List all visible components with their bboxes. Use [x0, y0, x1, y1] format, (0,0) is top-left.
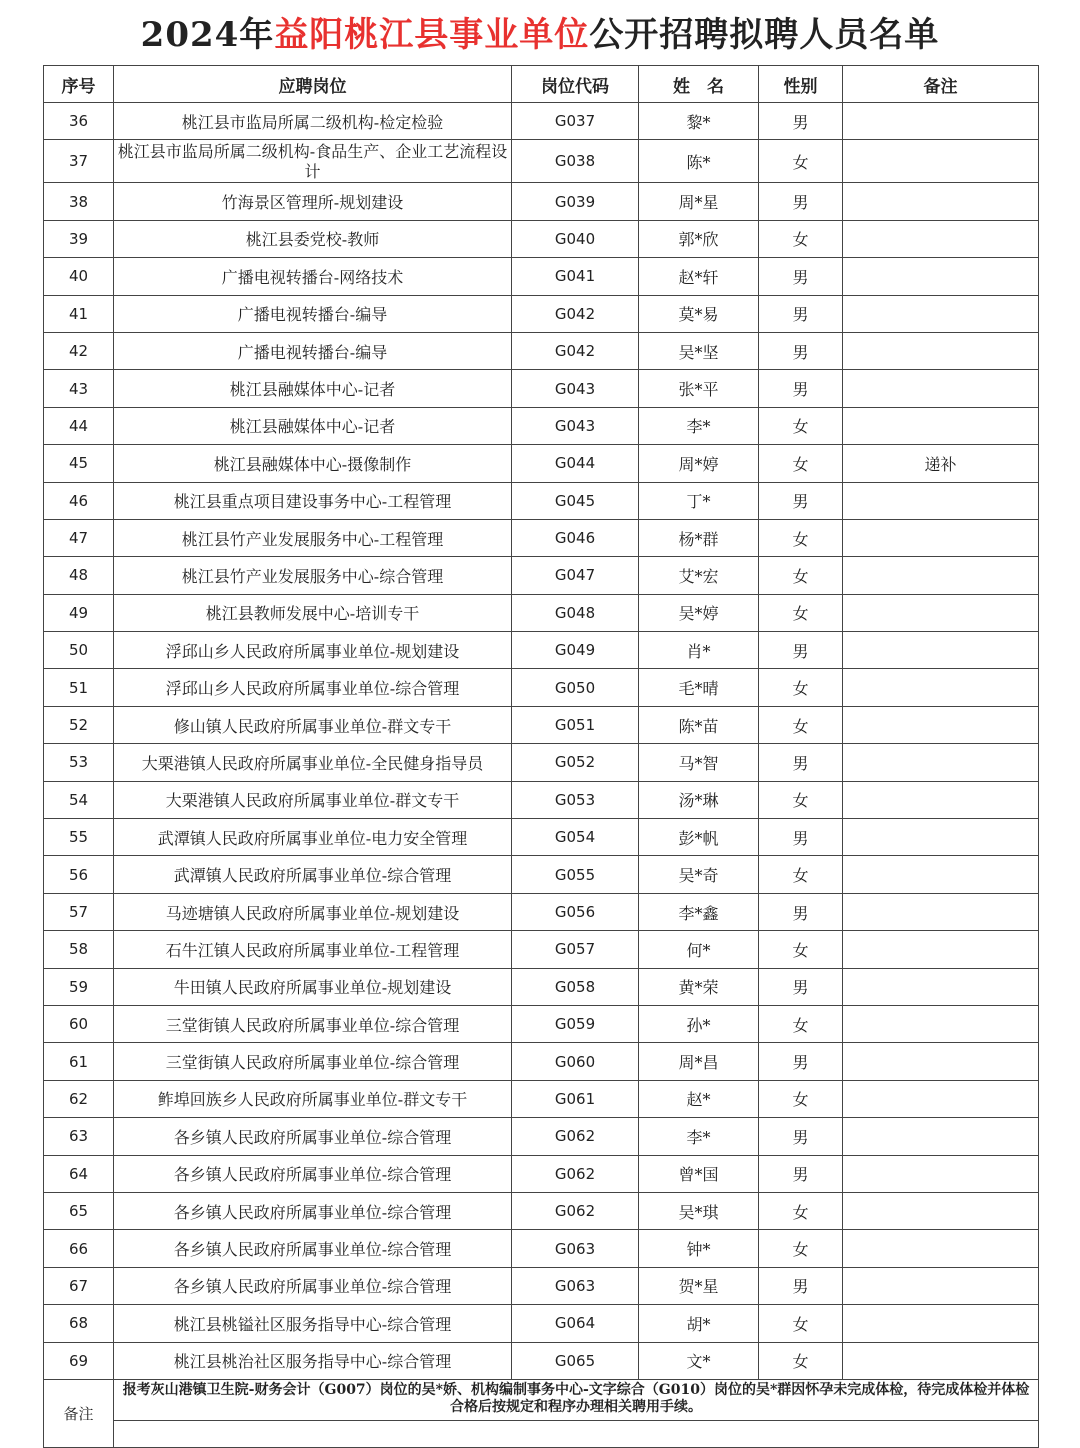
table-row — [44, 893, 1039, 930]
cell-code: G057 — [512, 931, 639, 968]
cell-code: G055 — [512, 856, 639, 893]
recruitment-table — [43, 65, 1039, 1448]
cell-name: 李* — [639, 1118, 759, 1155]
cell-gender: 女 — [759, 407, 843, 444]
table-row — [44, 1230, 1039, 1267]
cell-no: 44 — [44, 407, 114, 444]
cell-gender: 女 — [759, 1305, 843, 1342]
cell-name: 李*鑫 — [639, 893, 759, 930]
cell-remark — [843, 183, 1039, 220]
cell-name: 周*婷 — [639, 445, 759, 482]
cell-name: 何* — [639, 931, 759, 968]
cell-code: G049 — [512, 632, 639, 669]
cell-code: G042 — [512, 295, 639, 332]
cell-remark — [843, 1043, 1039, 1080]
cell-remark — [843, 295, 1039, 332]
cell-name: 张*平 — [639, 370, 759, 407]
cell-code: G050 — [512, 669, 639, 706]
cell-no: 42 — [44, 332, 114, 369]
cell-gender: 男 — [759, 968, 843, 1005]
cell-code: G062 — [512, 1118, 639, 1155]
cell-no: 38 — [44, 183, 114, 220]
cell-position: 桃江县竹产业发展服务中心-工程管理 — [114, 519, 512, 556]
title-prefix: 2024年 — [140, 15, 275, 55]
cell-name: 周*星 — [639, 183, 759, 220]
cell-code: G039 — [512, 183, 639, 220]
table-row — [44, 407, 1039, 444]
cell-remark — [843, 706, 1039, 743]
cell-no: 63 — [44, 1118, 114, 1155]
cell-position: 三堂街镇人民政府所属事业单位-综合管理 — [114, 1043, 512, 1080]
cell-position: 桃江县重点项目建设事务中心-工程管理 — [114, 482, 512, 519]
cell-position: 各乡镇人民政府所属事业单位-综合管理 — [114, 1155, 512, 1192]
cell-remark — [843, 370, 1039, 407]
cell-code: G043 — [512, 370, 639, 407]
cell-remark — [843, 968, 1039, 1005]
cell-remark — [843, 669, 1039, 706]
table-row — [44, 1192, 1039, 1229]
cell-name: 陈*苗 — [639, 706, 759, 743]
cell-remark — [843, 1342, 1039, 1379]
table-row — [44, 295, 1039, 332]
cell-no: 67 — [44, 1267, 114, 1304]
footnote-blank-row — [44, 1420, 1039, 1447]
cell-code: G063 — [512, 1267, 639, 1304]
table-row — [44, 931, 1039, 968]
cell-remark — [843, 1192, 1039, 1229]
cell-remark — [843, 220, 1039, 257]
cell-no: 52 — [44, 706, 114, 743]
cell-remark — [843, 407, 1039, 444]
table-row — [44, 1342, 1039, 1379]
cell-gender: 男 — [759, 744, 843, 781]
cell-no: 64 — [44, 1155, 114, 1192]
cell-gender: 女 — [759, 669, 843, 706]
cell-code: G045 — [512, 482, 639, 519]
cell-name: 吴*婷 — [639, 594, 759, 631]
cell-position: 牛田镇人民政府所属事业单位-规划建设 — [114, 968, 512, 1005]
header-gender: 性别 — [759, 66, 843, 103]
cell-gender: 女 — [759, 445, 843, 482]
cell-remark — [843, 931, 1039, 968]
cell-gender: 男 — [759, 295, 843, 332]
cell-remark — [843, 1267, 1039, 1304]
cell-no: 69 — [44, 1342, 114, 1379]
cell-name: 丁* — [639, 482, 759, 519]
cell-remark — [843, 1305, 1039, 1342]
cell-position: 修山镇人民政府所属事业单位-群文专干 — [114, 706, 512, 743]
cell-name: 陈* — [639, 140, 759, 183]
cell-no: 50 — [44, 632, 114, 669]
cell-no: 37 — [44, 140, 114, 183]
cell-remark — [843, 819, 1039, 856]
header-code: 岗位代码 — [512, 66, 639, 103]
table-body — [44, 103, 1039, 1380]
table-row — [44, 968, 1039, 1005]
table-row — [44, 1118, 1039, 1155]
cell-gender: 男 — [759, 482, 843, 519]
cell-name: 吴*奇 — [639, 856, 759, 893]
cell-position: 鲊埠回族乡人民政府所属事业单位-群文专干 — [114, 1080, 512, 1117]
footnote-text: 报考灰山港镇卫生院-财务会计（G007）岗位的吴*娇、机构编制事务中心-文字综合（G010）岗位的吴*群因怀孕未完成体检，待完成体检并体检合格后按规定和程序办理相关聘用手续。 — [114, 1379, 1039, 1420]
cell-no: 57 — [44, 893, 114, 930]
cell-name: 莫*易 — [639, 295, 759, 332]
cell-position: 桃江县委党校-教师 — [114, 220, 512, 257]
cell-position: 武潭镇人民政府所属事业单位-综合管理 — [114, 856, 512, 893]
cell-code: G053 — [512, 781, 639, 818]
cell-position: 桃江县融媒体中心-记者 — [114, 407, 512, 444]
cell-name: 郭*欣 — [639, 220, 759, 257]
cell-remark — [843, 557, 1039, 594]
table-row — [44, 1080, 1039, 1117]
cell-position: 桃江县市监局所属二级机构-食品生产、企业工艺流程设计 — [114, 140, 512, 183]
cell-no: 58 — [44, 931, 114, 968]
table-row — [44, 445, 1039, 482]
table-row — [44, 183, 1039, 220]
footnote-label: 备注 — [44, 1379, 114, 1447]
cell-position: 桃江县教师发展中心-培训专干 — [114, 594, 512, 631]
cell-no: 53 — [44, 744, 114, 781]
cell-code: G051 — [512, 706, 639, 743]
cell-position: 竹海景区管理所-规划建设 — [114, 183, 512, 220]
cell-name: 周*昌 — [639, 1043, 759, 1080]
cell-code: G041 — [512, 258, 639, 295]
cell-position: 桃江县融媒体中心-摄像制作 — [114, 445, 512, 482]
cell-code: G056 — [512, 893, 639, 930]
cell-no: 45 — [44, 445, 114, 482]
cell-gender: 男 — [759, 1267, 843, 1304]
cell-position: 武潭镇人民政府所属事业单位-电力安全管理 — [114, 819, 512, 856]
cell-remark: 递补 — [843, 445, 1039, 482]
cell-gender: 男 — [759, 258, 843, 295]
cell-name: 杨*群 — [639, 519, 759, 556]
cell-no: 51 — [44, 669, 114, 706]
cell-no: 41 — [44, 295, 114, 332]
cell-position: 各乡镇人民政府所属事业单位-综合管理 — [114, 1267, 512, 1304]
cell-no: 36 — [44, 103, 114, 140]
cell-remark — [843, 1005, 1039, 1042]
cell-gender: 女 — [759, 781, 843, 818]
cell-no: 49 — [44, 594, 114, 631]
cell-code: G061 — [512, 1080, 639, 1117]
table-row — [44, 594, 1039, 631]
cell-gender: 男 — [759, 183, 843, 220]
cell-name: 曾*国 — [639, 1155, 759, 1192]
table-row — [44, 103, 1039, 140]
title-suffix: 公开招聘拟聘人员名单 — [589, 15, 940, 55]
cell-gender: 男 — [759, 370, 843, 407]
cell-no: 68 — [44, 1305, 114, 1342]
table-row — [44, 781, 1039, 818]
cell-gender: 男 — [759, 1155, 843, 1192]
cell-position: 各乡镇人民政府所属事业单位-综合管理 — [114, 1230, 512, 1267]
table-row — [44, 669, 1039, 706]
cell-no: 61 — [44, 1043, 114, 1080]
cell-remark — [843, 1080, 1039, 1117]
cell-position: 浮邱山乡人民政府所属事业单位-规划建设 — [114, 632, 512, 669]
cell-code: G059 — [512, 1005, 639, 1042]
cell-name: 赵*轩 — [639, 258, 759, 295]
cell-position: 马迹塘镇人民政府所属事业单位-规划建设 — [114, 893, 512, 930]
cell-code: G064 — [512, 1305, 639, 1342]
cell-code: G063 — [512, 1230, 639, 1267]
cell-code: G058 — [512, 968, 639, 1005]
cell-position: 各乡镇人民政府所属事业单位-综合管理 — [114, 1118, 512, 1155]
cell-position: 大栗港镇人民政府所属事业单位-群文专干 — [114, 781, 512, 818]
cell-gender: 男 — [759, 632, 843, 669]
header-position: 应聘岗位 — [114, 66, 512, 103]
cell-remark — [843, 1230, 1039, 1267]
cell-remark — [843, 482, 1039, 519]
table-row — [44, 220, 1039, 257]
cell-name: 文* — [639, 1342, 759, 1379]
cell-no: 60 — [44, 1005, 114, 1042]
table-row — [44, 1305, 1039, 1342]
cell-code: G048 — [512, 594, 639, 631]
cell-no: 66 — [44, 1230, 114, 1267]
cell-name: 肖* — [639, 632, 759, 669]
cell-code: G043 — [512, 407, 639, 444]
table-row — [44, 856, 1039, 893]
table-row — [44, 482, 1039, 519]
cell-code: G054 — [512, 819, 639, 856]
cell-gender: 女 — [759, 519, 843, 556]
cell-code: G037 — [512, 103, 639, 140]
cell-gender: 女 — [759, 1192, 843, 1229]
cell-gender: 女 — [759, 220, 843, 257]
cell-name: 赵* — [639, 1080, 759, 1117]
table-row — [44, 1155, 1039, 1192]
cell-position: 桃江县竹产业发展服务中心-综合管理 — [114, 557, 512, 594]
header-name: 姓 名 — [639, 66, 759, 103]
cell-gender: 女 — [759, 931, 843, 968]
cell-code: G046 — [512, 519, 639, 556]
header-row — [44, 66, 1039, 103]
cell-position: 各乡镇人民政府所属事业单位-综合管理 — [114, 1192, 512, 1229]
cell-position: 广播电视转播台-网络技术 — [114, 258, 512, 295]
table-row — [44, 1043, 1039, 1080]
cell-name: 孙* — [639, 1005, 759, 1042]
cell-gender: 男 — [759, 819, 843, 856]
cell-gender: 男 — [759, 332, 843, 369]
cell-name: 李* — [639, 407, 759, 444]
cell-code: G062 — [512, 1155, 639, 1192]
table-row — [44, 819, 1039, 856]
table-row — [44, 706, 1039, 743]
table-row — [44, 519, 1039, 556]
cell-name: 彭*帆 — [639, 819, 759, 856]
table-row — [44, 744, 1039, 781]
cell-gender: 女 — [759, 1005, 843, 1042]
header-no: 序号 — [44, 66, 114, 103]
cell-code: G047 — [512, 557, 639, 594]
cell-position: 石牛江镇人民政府所属事业单位-工程管理 — [114, 931, 512, 968]
cell-name: 胡* — [639, 1305, 759, 1342]
cell-position: 桃江县融媒体中心-记者 — [114, 370, 512, 407]
cell-name: 黎* — [639, 103, 759, 140]
cell-code: G052 — [512, 744, 639, 781]
cell-gender: 女 — [759, 140, 843, 183]
cell-no: 59 — [44, 968, 114, 1005]
cell-remark — [843, 744, 1039, 781]
cell-remark — [843, 632, 1039, 669]
table-row — [44, 140, 1039, 183]
cell-remark — [843, 594, 1039, 631]
title-highlight: 益阳桃江县事业单位 — [274, 15, 590, 55]
cell-no: 56 — [44, 856, 114, 893]
cell-remark — [843, 1155, 1039, 1192]
cell-position: 桃江县桃治社区服务指导中心-综合管理 — [114, 1342, 512, 1379]
cell-code: G044 — [512, 445, 639, 482]
table-row — [44, 557, 1039, 594]
table-row — [44, 1267, 1039, 1304]
cell-position: 桃江县市监局所属二级机构-检定检验 — [114, 103, 512, 140]
footnote-row — [44, 1379, 1039, 1420]
cell-name: 钟* — [639, 1230, 759, 1267]
page-title — [0, 14, 1080, 56]
table-row — [44, 632, 1039, 669]
table-row — [44, 1005, 1039, 1042]
cell-gender: 男 — [759, 1118, 843, 1155]
cell-code: G062 — [512, 1192, 639, 1229]
header-remark: 备注 — [843, 66, 1039, 103]
cell-name: 艾*宏 — [639, 557, 759, 594]
cell-name: 吴*琪 — [639, 1192, 759, 1229]
cell-gender: 女 — [759, 856, 843, 893]
cell-no: 62 — [44, 1080, 114, 1117]
cell-gender: 男 — [759, 893, 843, 930]
cell-code: G042 — [512, 332, 639, 369]
cell-no: 46 — [44, 482, 114, 519]
cell-code: G040 — [512, 220, 639, 257]
cell-gender: 女 — [759, 1342, 843, 1379]
cell-remark — [843, 1118, 1039, 1155]
cell-name: 汤*琳 — [639, 781, 759, 818]
cell-gender: 男 — [759, 103, 843, 140]
cell-no: 47 — [44, 519, 114, 556]
cell-no: 55 — [44, 819, 114, 856]
cell-name: 毛*晴 — [639, 669, 759, 706]
table-row — [44, 370, 1039, 407]
cell-remark — [843, 781, 1039, 818]
cell-remark — [843, 332, 1039, 369]
cell-name: 马*智 — [639, 744, 759, 781]
cell-no: 39 — [44, 220, 114, 257]
cell-name: 贺*星 — [639, 1267, 759, 1304]
table-row — [44, 332, 1039, 369]
cell-gender: 男 — [759, 1043, 843, 1080]
cell-gender: 女 — [759, 557, 843, 594]
cell-no: 43 — [44, 370, 114, 407]
cell-position: 桃江县桃镒社区服务指导中心-综合管理 — [114, 1305, 512, 1342]
cell-code: G038 — [512, 140, 639, 183]
cell-code: G060 — [512, 1043, 639, 1080]
cell-code: G065 — [512, 1342, 639, 1379]
cell-remark — [843, 103, 1039, 140]
cell-no: 65 — [44, 1192, 114, 1229]
cell-gender: 女 — [759, 1080, 843, 1117]
cell-remark — [843, 856, 1039, 893]
cell-name: 黄*荣 — [639, 968, 759, 1005]
cell-gender: 女 — [759, 706, 843, 743]
cell-position: 浮邱山乡人民政府所属事业单位-综合管理 — [114, 669, 512, 706]
footnote-blank-cell — [114, 1420, 1039, 1447]
cell-no: 54 — [44, 781, 114, 818]
cell-gender: 女 — [759, 1230, 843, 1267]
cell-remark — [843, 893, 1039, 930]
cell-no: 40 — [44, 258, 114, 295]
cell-position: 大栗港镇人民政府所属事业单位-全民健身指导员 — [114, 744, 512, 781]
cell-remark — [843, 258, 1039, 295]
cell-remark — [843, 519, 1039, 556]
table-row — [44, 258, 1039, 295]
cell-no: 48 — [44, 557, 114, 594]
cell-position: 广播电视转播台-编导 — [114, 332, 512, 369]
cell-position: 广播电视转播台-编导 — [114, 295, 512, 332]
cell-name: 吴*坚 — [639, 332, 759, 369]
cell-position: 三堂街镇人民政府所属事业单位-综合管理 — [114, 1005, 512, 1042]
cell-remark — [843, 140, 1039, 183]
cell-gender: 女 — [759, 594, 843, 631]
